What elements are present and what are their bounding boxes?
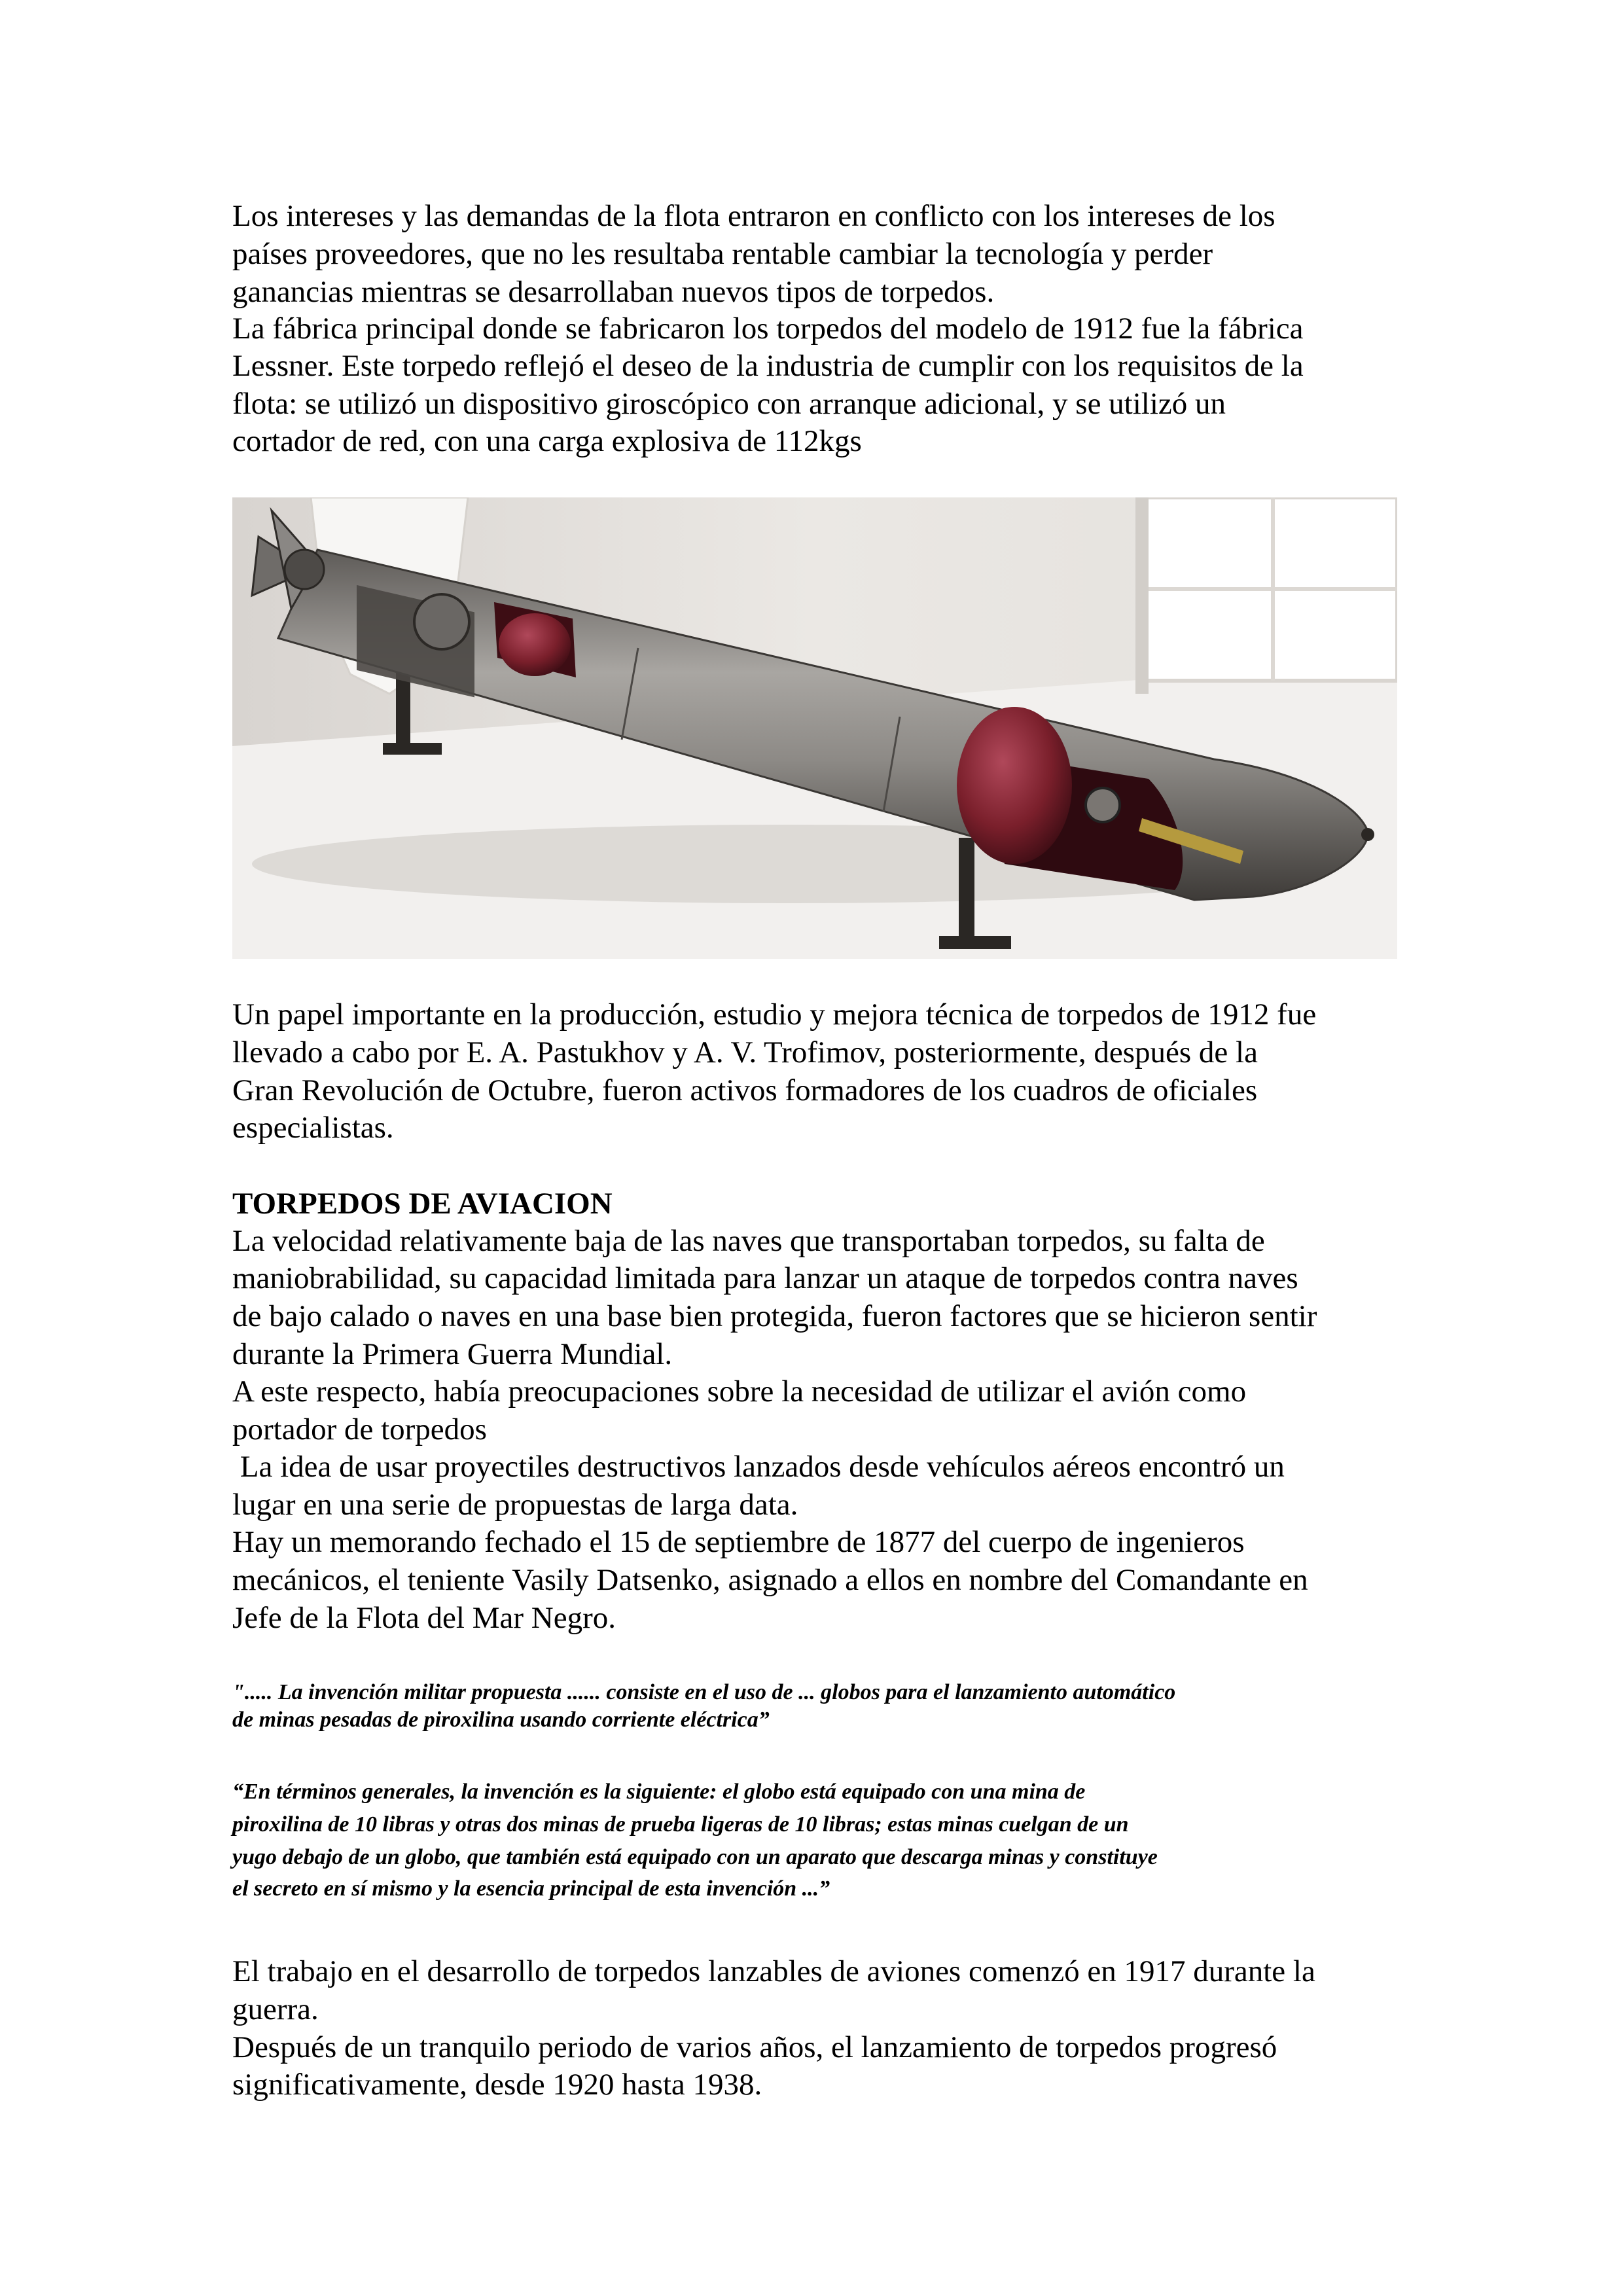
torpedo-stand bbox=[383, 743, 442, 755]
text-line: maniobrabilidad, su capacidad limitada para lanzar un ataque de torpedos contra naves bbox=[232, 1261, 1298, 1295]
text-line: La idea de usar proyectiles destructivos lanzados desde vehículos aéreos encontró un bbox=[232, 1450, 1285, 1484]
torpedo-stand bbox=[939, 936, 1011, 949]
torpedo-stand bbox=[959, 838, 974, 949]
quote-line: el secreto en sí mismo y la esencia principal de esta invención ...” bbox=[232, 1876, 830, 1901]
text-line: llevado a cabo por E. A. Pastukhov y A. V. Trofimov, posteriormente, después de la bbox=[232, 1035, 1258, 1069]
text-line: A este respecto, había preocupaciones sobre la necesidad de utilizar el avión como bbox=[232, 1374, 1247, 1408]
text-line: Lessner. Este torpedo reflejó el deseo de la industria de cumplir con los requisitos de la bbox=[232, 349, 1304, 383]
text-line: La velocidad relativamente baja de las naves que transportaban torpedos, su falta de bbox=[232, 1224, 1265, 1258]
torpedo-chamber bbox=[499, 613, 571, 676]
text-line: Gran Revolución de Octubre, fueron activos formadores de los cuadros de oficiales bbox=[232, 1073, 1258, 1107]
torpedo-fuse bbox=[1086, 788, 1120, 822]
text-line: ganancias mientras se desarrollaban nuevos tipos de torpedos. bbox=[232, 275, 995, 309]
quote-line: "..... La invención militar propuesta ...... consiste en el uso de ... globos para el lanzamiento automático bbox=[232, 1680, 1176, 1704]
quote-line: yugo debajo de un globo, que también está equipado con un aparato que descarga minas y constituye bbox=[232, 1845, 1158, 1869]
torpedo-warhead bbox=[957, 707, 1072, 864]
quote-line: de minas pesadas de piroxilina usando corriente eléctrica” bbox=[232, 1708, 770, 1732]
text-line: El trabajo en el desarrollo de torpedos lanzables de aviones comenzó en 1917 durante la bbox=[232, 1954, 1315, 1988]
section-heading: TORPEDOS DE AVIACION bbox=[232, 1187, 613, 1221]
text-line: portador de torpedos bbox=[232, 1412, 487, 1446]
text-line: de bajo calado o naves en una base bien protegida, fueron factores que se hicieron sentir bbox=[232, 1299, 1317, 1333]
text-line: Un papel importante en la producción, estudio y mejora técnica de torpedos de 1912 fue bbox=[232, 997, 1317, 1031]
quote-line: “En términos generales, la invención es la siguiente: el globo está equipado con una mina de bbox=[232, 1780, 1086, 1804]
text-line: significativamente, desde 1920 hasta 1938. bbox=[232, 2068, 762, 2102]
text-line: Hay un memorando fechado el 15 de septiembre de 1877 del cuerpo de ingenieros bbox=[232, 1525, 1245, 1559]
text-line: países proveedores, que no les resultaba rentable cambiar la tecnología y perder bbox=[232, 237, 1213, 271]
text-line: durante la Primera Guerra Mundial. bbox=[232, 1337, 673, 1371]
text-line: especialistas. bbox=[232, 1111, 394, 1145]
text-line: Después de un tranquilo periodo de varios años, el lanzamiento de torpedos progresó bbox=[232, 2030, 1277, 2064]
torpedo-gear bbox=[414, 594, 469, 649]
text-line: lugar en una serie de propuestas de larga data. bbox=[232, 1488, 798, 1522]
photo-window bbox=[1135, 497, 1397, 694]
text-line: mecánicos, el teniente Vasily Datsenko, asignado a ellos en nombre del Comandante en bbox=[232, 1563, 1308, 1597]
text-line: La fábrica principal donde se fabricaron los torpedos del modelo de 1912 fue la fábrica bbox=[232, 312, 1304, 346]
torpedo-photo bbox=[232, 497, 1397, 959]
text-line: Jefe de la Flota del Mar Negro. bbox=[232, 1601, 616, 1635]
text-line: guerra. bbox=[232, 1992, 319, 2026]
text-line: flota: se utilizó un dispositivo giroscópico con arranque adicional, y se utilizó un bbox=[232, 387, 1226, 421]
text-line: Los intereses y las demandas de la flota entraron en conflicto con los intereses de los bbox=[232, 199, 1275, 233]
torpedo-nose-tip bbox=[1361, 828, 1374, 841]
text-line: cortador de red, con una carga explosiva de 112kgs bbox=[232, 424, 862, 458]
quote-line: piroxilina de 10 libras y otras dos minas de prueba ligeras de 10 libras; estas minas cuelgan de un bbox=[232, 1812, 1129, 1837]
